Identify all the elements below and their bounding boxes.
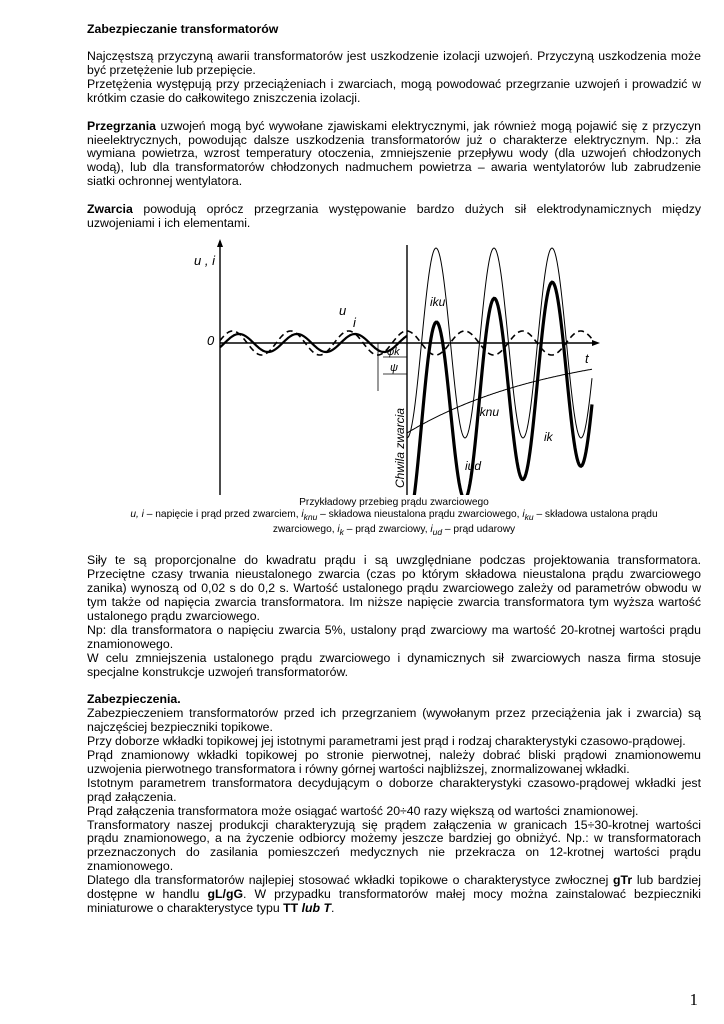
- paragraph-fuse-selection: Przy doborze wkładki topikowej jej istotnymi parametrami jest prąd i rodzaj charakterystyki czasowo-prądowej.: [87, 734, 686, 749]
- page-number: 1: [689, 990, 698, 1009]
- paragraph-our-transformers: Transformatory naszej produkcji charakteryzują się prądem załączenia w granicach 15÷30-krotnej wartości prądu znamionowego, a na życzenie odbiorcy możemy jeszcze bardziej go obniżyć. Np.: w transformatorach przeznaczonych do zasilania pomieszczeń medycznych nie przekracza on 12-krotnej wartości prądu znamionowego.: [87, 817, 701, 874]
- y-axis-arrow: [217, 239, 223, 247]
- paragraph-rated-current: Prąd znamionowy wkładki topikowej po stronie pierwotnej, należy dobrać bliski prądowi znamionowemu uzwojenia pierwotnego transformatora i równy górnej wartości najbliższej, znormalizowanej wkładki.: [87, 748, 701, 776]
- origin-label: 0: [207, 332, 215, 348]
- caption-legend-line2: zwarciowego, $i_k$ – prąd zwarciowy, $i_{ud}$ – prąd udarowy: [272, 523, 516, 537]
- short-circuit-figure: [87, 233, 701, 495]
- label-short-circuit-instant: Chwila zwarcia: [393, 407, 407, 488]
- axis-label-t: t: [585, 350, 589, 366]
- document-page: [87, 22, 701, 916]
- term-short-circuit: Zwarcia: [87, 202, 133, 217]
- paragraph-recommendation: Dlatego dla transformatorów najlepiej stosować wkładki topikowe o charakterystyce zwłocznej gTr lub bardziej dostępne w handlu gL/gG. W przypadku transformatorów małej mocy można zainstalować bezpieczniki miniaturowe o charakterystyce typu TT lub T.: [87, 873, 701, 915]
- label-phi-k: φk: [387, 345, 400, 358]
- paragraph-example: Np: dla transformatora o napięciu zwarcia 5%, ustalony prąd zwarciowy ma wartość 20-krotnej wartości prądu znamionowego.: [87, 622, 701, 651]
- paragraph-inrush-value: Prąd załączenia transformatora może osiągać wartość 20÷40 razy większą od wartości znamionowej.: [87, 803, 639, 818]
- section-title-protection: Zabezpieczenia.: [87, 692, 181, 707]
- paragraph-fuses: Zabezpieczeniem transformatorów przed ich przegrzaniem (wywołanym przez przeciążenia jak i zwarcia) są najczęściej bezpieczniki topikowe.: [87, 706, 701, 735]
- paragraph-intro: Najczęstszą przyczyną awarii transformatorów jest uszkodzenie izolacji uzwojeń. Przyczyną uszkodzenia może być przetężenie lub przepięcie.: [87, 49, 701, 77]
- caption-legend-line1: u, i – napięcie i prąd przed zwarciem, $i_{knu}$ – składowa nieustalona prądu zwarciowego, $i_{ku}$ – składowa ustalona prądu: [130, 509, 658, 523]
- label-iud: iud: [465, 458, 482, 473]
- label-i: i: [353, 314, 356, 330]
- label-iknu: iknu: [477, 404, 500, 419]
- figure-caption: [87, 497, 701, 538]
- label-u: u: [339, 302, 347, 318]
- paragraph-overcurrent: Przetężenia występują przy przeciążeniach i zwarciach, mogą powodować przegrzanie uzwojeń i prowadzić w krótkim czasie do całkowitego zniszczenia izolacji.: [87, 76, 701, 105]
- label-iku: iku: [430, 294, 446, 309]
- short-circuit-current-curve-ik: [407, 282, 592, 495]
- t-axis-arrow: [592, 340, 600, 346]
- label-ik: ik: [544, 429, 553, 444]
- short-circuit-waveform-diagram: [192, 233, 602, 495]
- document-title: Zabezpieczanie transformatorów: [87, 22, 279, 36]
- caption-title: Przykładowy przebieg prądu zwarciowego: [299, 496, 489, 508]
- paragraph-short-circuit: Zwarcia powodują oprócz przegrzania występowanie bardzo dużych sił elektrodynamicznych między uzwojeniami i ich elementami.: [87, 202, 701, 231]
- paragraph-forces: Siły te są proporcjonalne do kwadratu prądu i są uwzględniane podczas projektowania transformatora. Przeciętne czasy trwania nieustalonego zwarcia (czas po którym składowa nieustalona prądu zwarciowego zanika) wynoszą od 0,02 s do 0,2 s. Wartość ustalonego prądu zwarciowego zależy od parametrów obwodu w tym także od napięcia zwarcia transformatora. Im niższe napięcie zwarcia transformatora tym wyższa wartość ustalonego prądu zwarciowego.: [87, 553, 701, 623]
- term-overheating: Przegrzania: [87, 118, 157, 133]
- paragraph-reduction: W celu zmniejszenia ustalonego prądu zwarciowego i dynamicznych sił zwarciowych nasza firma stosuje specjalne konstrukcje uzwojeń transformatorów.: [87, 650, 701, 679]
- paragraph-overheating: Przegrzania uzwojeń mogą być wywołane zjawiskami elektrycznymi, jak również mogą pojawić się z przyczyn nieelektrycznych, powodując dalsze uszkodzenia transformatorów już o charakterze elektrycznym. Np.: zła wymiana powietrza, wzrost temperatury otoczenia, zmniejszenie przepływu wody (dla uzwojeń chłodzonych wodą), lub dla transformatorów chłodzonych nadmuchem powietrza – awaria wentylatorów lub zabrudzenie siatki ochronnej wentylatora.: [87, 118, 701, 189]
- transient-component-curve-iknu: [407, 369, 592, 433]
- axis-label-ui: u , i: [194, 252, 215, 268]
- label-psi: ψ: [390, 361, 399, 374]
- paragraph-inrush-parameter: Istotnym parametrem transformatora decydującym o doborze charakterystyki czasowo-prądowej wkładki jest prąd załączenia.: [87, 775, 701, 804]
